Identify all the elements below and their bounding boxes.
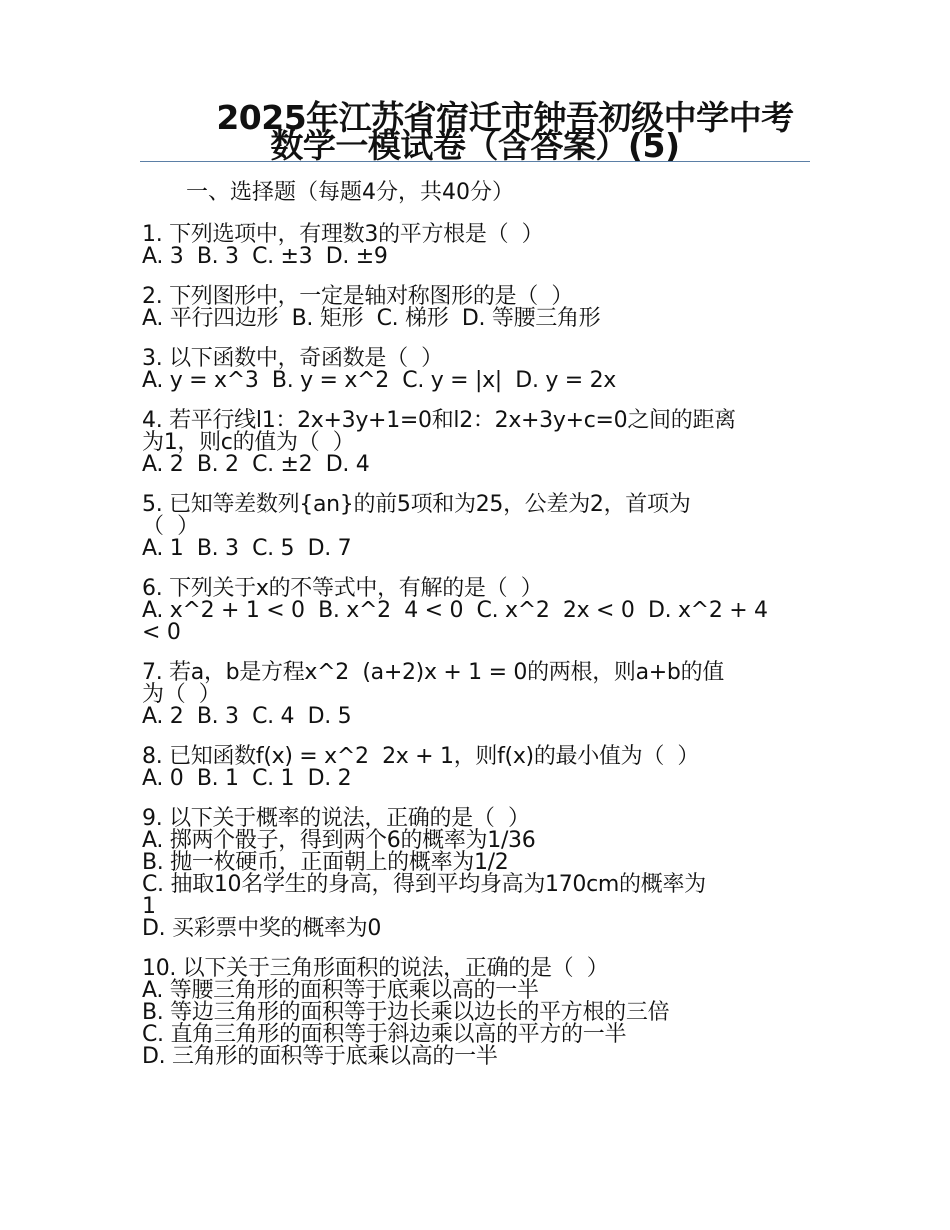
question-options: < 0 bbox=[142, 620, 181, 645]
question-item bbox=[142, 224, 810, 268]
question-options: B. 等边三角形的面积等于边长乘以边长的平方根的三倍 bbox=[142, 1000, 670, 1025]
question-stem: 10. 以下关于三角形面积的说法，正确的是（ ） bbox=[142, 956, 609, 981]
question-options: A. 3 B. 3 C. ±3 D. ±9 bbox=[142, 244, 388, 269]
question-stem: 8. 已知函数f(x) = x^2 2x + 1，则f(x)的最小值为（ ） bbox=[142, 744, 700, 769]
question-options: A. y = x^3 B. y = x^2 C. y = |x| D. y = 2x bbox=[142, 368, 616, 393]
question-options: C. 直角三角形的面积等于斜边乘以高的平方的一半 bbox=[142, 1022, 627, 1047]
question-options: A. 等腰三角形的面积等于底乘以高的一半 bbox=[142, 978, 539, 1003]
question-stem: 1. 下列选项中，有理数3的平方根是（ ） bbox=[142, 222, 544, 247]
question-stem: 为1，则c的值为（ ） bbox=[142, 430, 355, 455]
title-line-2: 数学一模试卷（含答案）(5) bbox=[270, 126, 680, 165]
question-item bbox=[142, 410, 810, 476]
question-options: B. 抛一枚硬币，正面朝上的概率为1/2 bbox=[142, 850, 509, 875]
question-options: D. 三角形的面积等于底乘以高的一半 bbox=[142, 1044, 498, 1069]
question-options: A. 掷两个骰子，得到两个6的概率为1/36 bbox=[142, 828, 536, 853]
section-heading: 一、选择题（每题4分，共40分） bbox=[186, 180, 514, 205]
question-item bbox=[142, 494, 810, 560]
question-stem: 5. 已知等差数列{an}的前5项和为25，公差为2，首项为 bbox=[142, 492, 691, 517]
question-item bbox=[142, 958, 810, 1068]
title-line-1: 2025年江苏省宿迁市钟吾初级中学中考 bbox=[216, 98, 794, 137]
document-title bbox=[140, 98, 810, 165]
question-options: C. 抽取10名学生的身高，得到平均身高为170cm的概率为 bbox=[142, 872, 706, 897]
question-stem: （ ） bbox=[142, 514, 199, 539]
question-stem: 为（ ） bbox=[142, 682, 221, 707]
question-item bbox=[142, 578, 810, 644]
question-stem: 2. 下列图形中，一定是轴对称图形的是（ ） bbox=[142, 284, 574, 309]
question-options: A. 平行四边形 B. 矩形 C. 梯形 D. 等腰三角形 bbox=[142, 306, 601, 331]
question-item bbox=[142, 662, 810, 728]
question-stem: 9. 以下关于概率的说法，正确的是（ ） bbox=[142, 806, 530, 831]
title-underline-divider bbox=[140, 161, 810, 162]
question-options: A. 2 B. 3 C. 4 D. 5 bbox=[142, 704, 352, 729]
question-options: A. x^2 + 1 < 0 B. x^2 4 < 0 C. x^2 2x < 0 D. x^2 + 4 bbox=[142, 598, 768, 623]
question-options: 1 bbox=[142, 894, 156, 919]
question-options: A. 0 B. 1 C. 1 D. 2 bbox=[142, 766, 352, 791]
question-stem: 7. 若a，b是方程x^2 (a+2)x + 1 = 0的两根，则a+b的值 bbox=[142, 660, 724, 685]
question-stem: 3. 以下函数中，奇函数是（ ） bbox=[142, 346, 443, 371]
question-item bbox=[142, 286, 810, 330]
question-item bbox=[142, 808, 810, 940]
question-item bbox=[142, 746, 810, 790]
question-options: A. 2 B. 2 C. ±2 D. 4 bbox=[142, 452, 370, 477]
question-list bbox=[142, 224, 810, 1086]
question-item bbox=[142, 348, 810, 392]
question-options: A. 1 B. 3 C. 5 D. 7 bbox=[142, 536, 352, 561]
question-stem: 6. 下列关于x的不等式中，有解的是（ ） bbox=[142, 576, 543, 601]
question-options: D. 买彩票中奖的概率为0 bbox=[142, 916, 382, 941]
question-stem: 4. 若平行线l1：2x+3y+1=0和l2：2x+3y+c=0之间的距离 bbox=[142, 408, 736, 433]
